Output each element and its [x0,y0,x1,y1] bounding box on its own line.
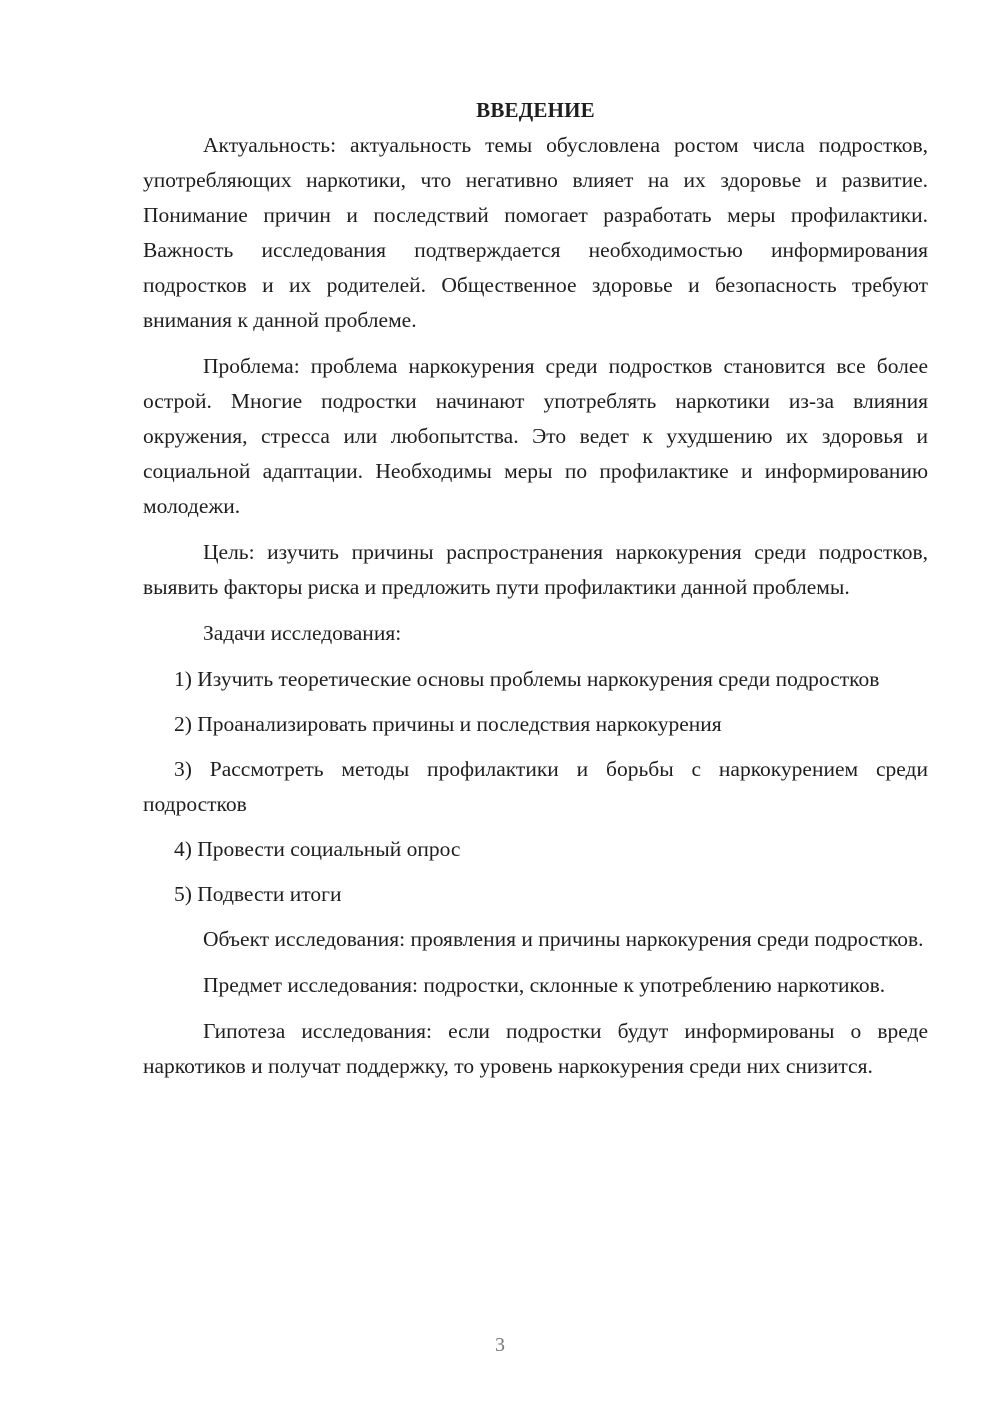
paragraph-relevance: Актуальность: актуальность темы обусловлена ростом числа подростков, употребляющих наркотики, что негативно влияет на их здоровье и развитие. Понимание причин и последствий помогает разработать меры профилактики. Важность исследования подтверждается необходимостью информирования подростков и их родителей. Общественное здоровье и безопасность требуют внимания к данной проблеме. [143,133,928,332]
section-title: ВВЕДЕНИЕ [476,98,595,122]
paragraph-goal: Цель: изучить причины распространения наркокурения среди подростков, выявить факторы риска и предложить пути профилактики данной проблемы. [143,540,928,599]
list-item: 5) Подвести итоги [174,882,342,906]
page-number: 3 [495,1334,505,1356]
paragraph-tasks-heading: Задачи исследования: [203,621,402,645]
tasks-list [143,662,928,912]
list-item: 2) Проанализировать причины и последствия наркокурения [174,712,722,736]
list-item: 4) Провести социальный опрос [174,837,461,861]
list-item: 1) Изучить теоретические основы проблемы наркокурения среди подростков [174,667,880,691]
document-page [143,92,928,1095]
paragraph-object: Объект исследования: проявления и причины наркокурения среди подростков. [203,927,924,951]
paragraph-hypothesis: Гипотеза исследования: если подростки будут информированы о вреде наркотиков и получат поддержку, то уровень наркокурения среди них снизится. [143,1019,928,1078]
paragraph-subject: Предмет исследования: подростки, склонные к употреблению наркотиков. [203,973,886,997]
paragraph-problem: Проблема: проблема наркокурения среди подростков становится все более острой. Многие подростки начинают употреблять наркотики из-за влияния окружения, стресса или любопытства. Это ведет к ухудшению их здоровья и социальной адаптации. Необходимы меры по профилактике и информированию молодежи. [143,354,928,518]
list-item: 3) Рассмотреть методы профилактики и борьбы с наркокурением среди подростков [143,757,928,816]
